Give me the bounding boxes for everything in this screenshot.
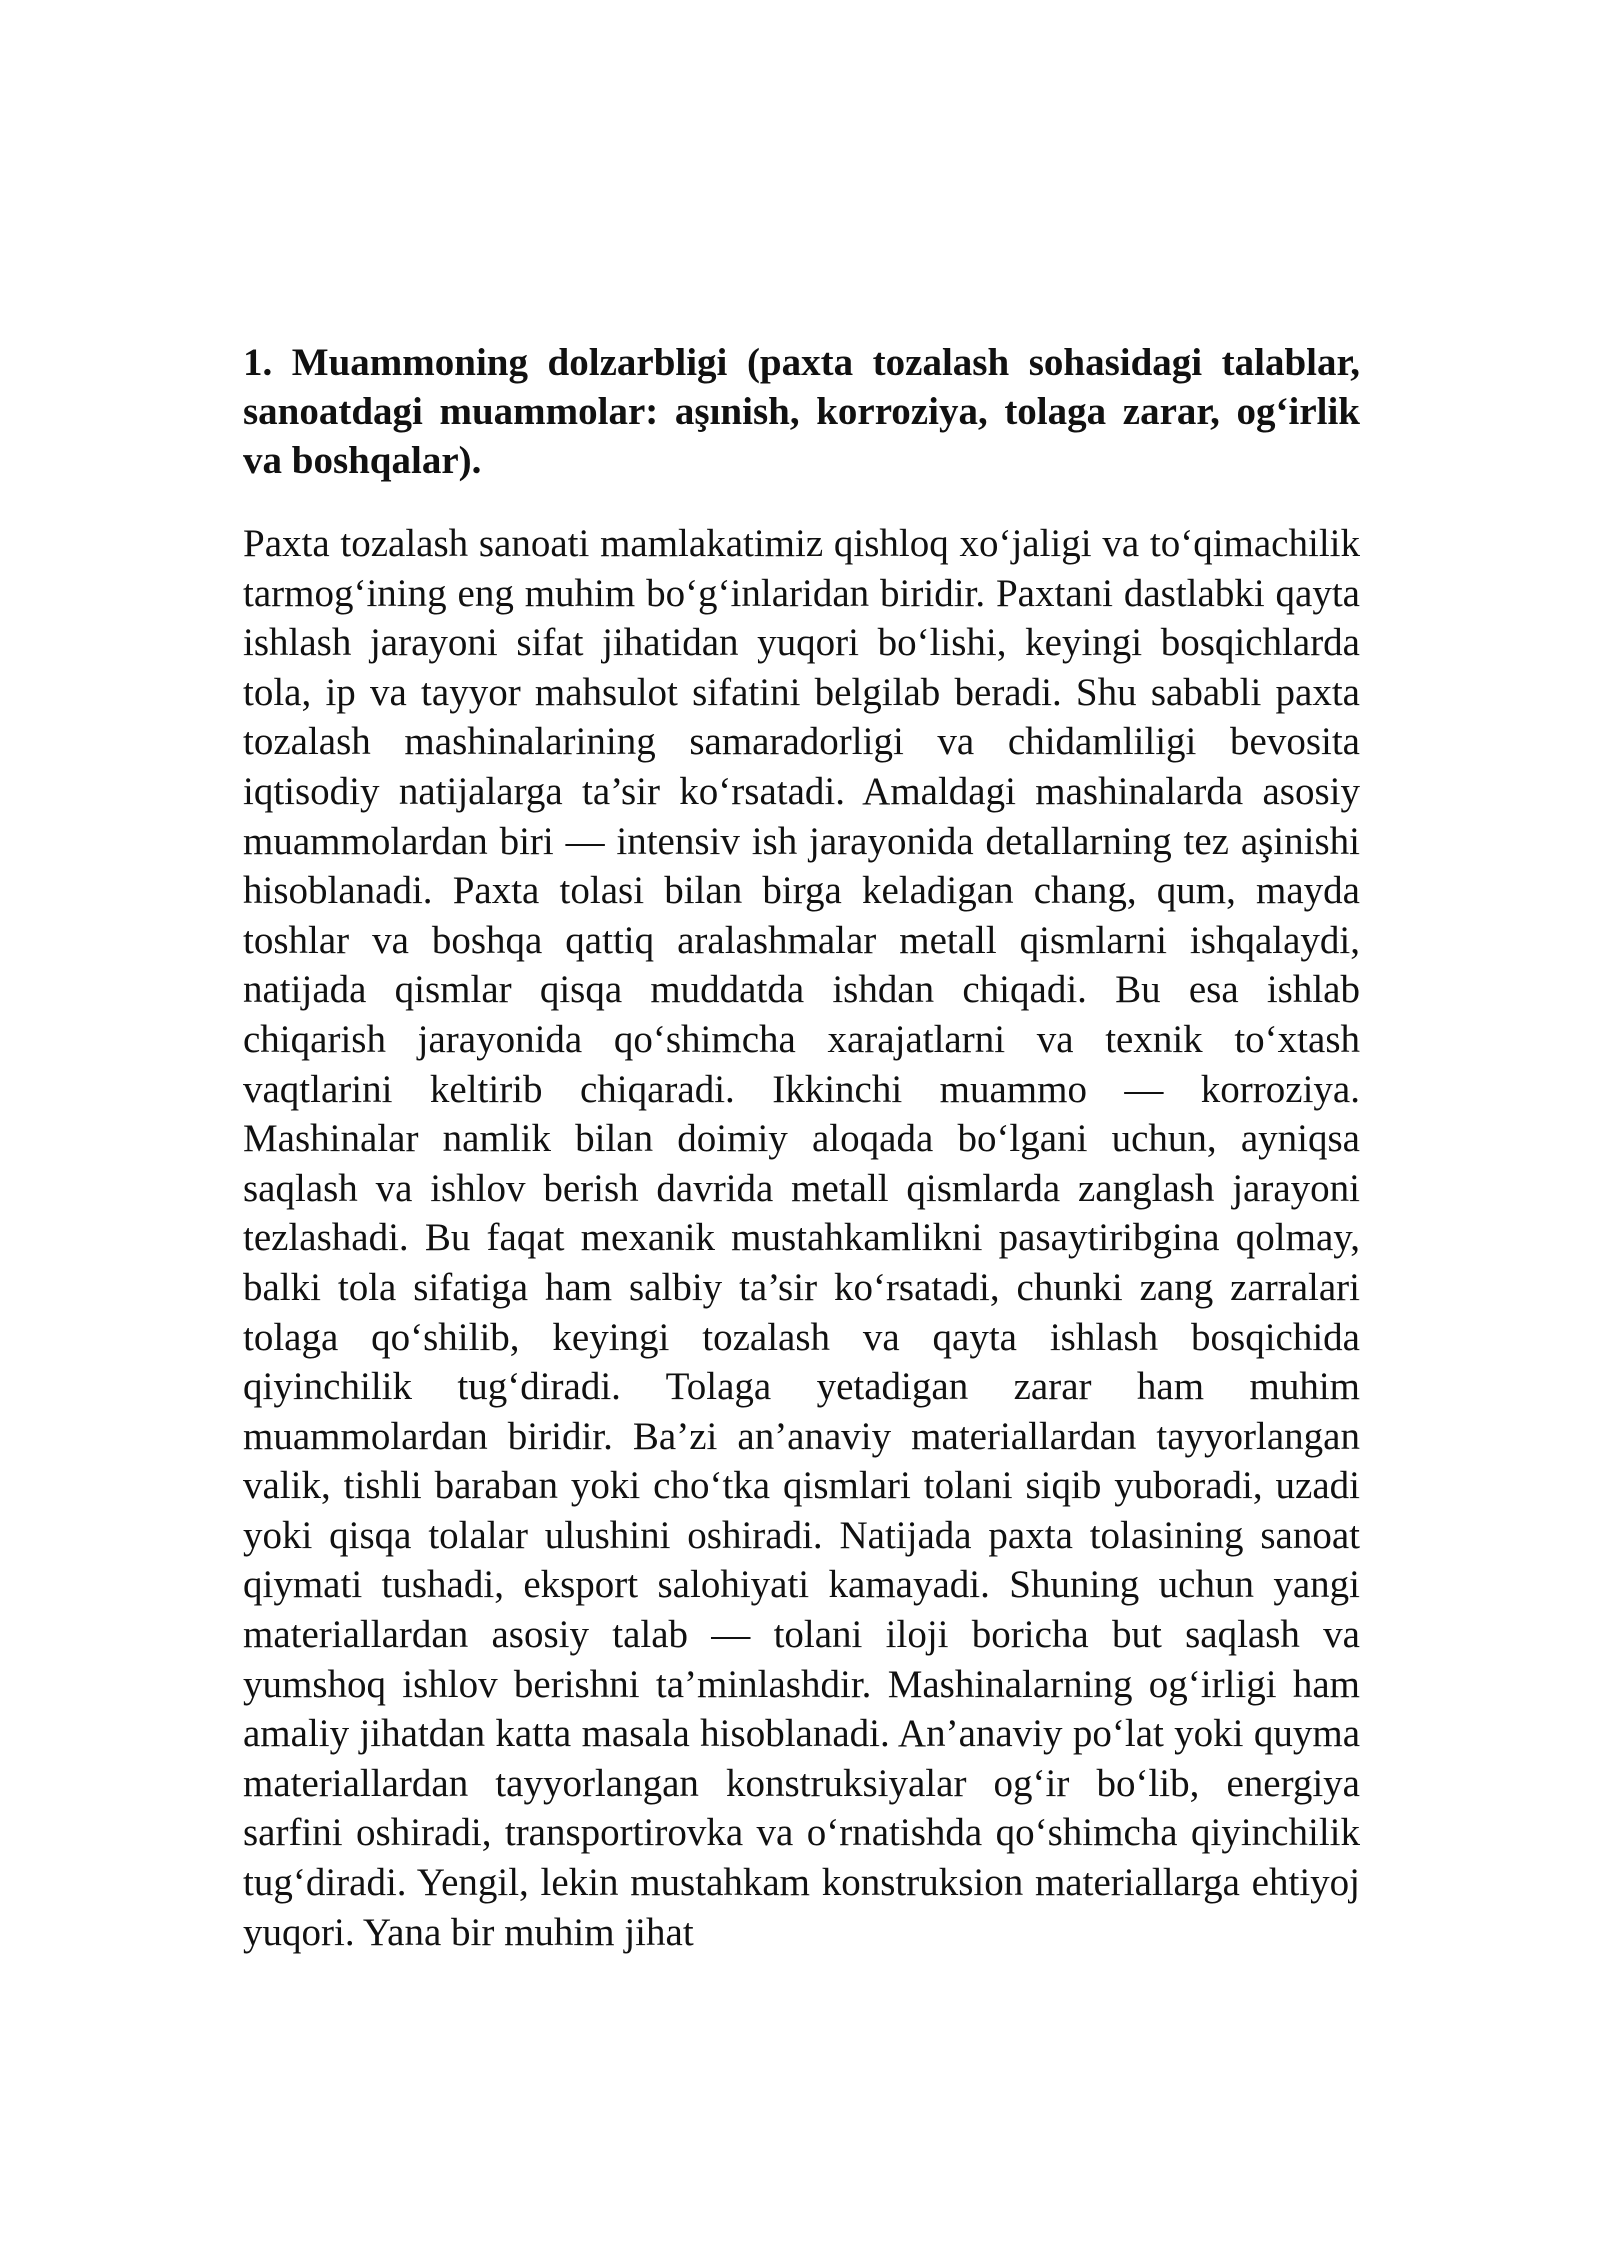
section-heading: 1. Muammoning dolzarbligi (paxta tozalash sohasidagi talablar, sanoatdagi muammolar: aşınish, korroziya, tolaga zarar, og‘irlik va boshqalar). [243, 341, 1360, 482]
document-page [243, 338, 1360, 1957]
body-paragraph: Paxta tozalash sanoati mamlakatimiz qishloq xo‘jaligi va to‘qimachilik tarmog‘ining eng muhim bo‘g‘inlaridan biridir. Paxtani dastlabki qayta ishlash jarayoni sifat jihatidan yuqori bo‘lishi, keyingi bosqichlarda tola, ip va tayyor mahsulot sifatini belgilab beradi. Shu sababli paxta tozalash mashinalarining samaradorligi va chidamliligi bevosita iqtisodiy natijalarga ta’sir ko‘rsatadi. Amaldagi mashinalarda asosiy muammolardan biri — intensiv ish jarayonida detallarning tez aşinishi hisoblanadi. Paxta tolasi bilan birga keladigan chang, qum, mayda toshlar va boshqa qattiq aralashmalar metall qismlarni ishqalaydi, natijada qismlar qisqa muddatda ishdan chiqadi. Bu esa ishlab chiqarish jarayonida qo‘shimcha xarajatlarni va texnik to‘xtash vaqtlarini keltirib chiqaradi. Ikkinchi muammo — korroziya. Mashinalar namlik bilan doimiy aloqada bo‘lgani uchun, ayniqsa saqlash va ishlov berish davrida metall qismlarda zanglash jarayoni tezlashadi. Bu faqat mexanik mustahkamlikni pasaytiribgina qolmay, balki tola sifatiga ham salbiy ta’sir ko‘rsatadi, chunki zang zarralari tolaga qo‘shilib, keyingi tozalash va qayta ishlash bosqichida qiyinchilik tug‘diradi. Tolaga yetadigan zarar ham muhim muammolardan biridir. Ba’zi an’anaviy materiallardan tayyorlangan valik, tishli baraban yoki cho‘tka qismlari tolani siqib yuboradi, uzadi yoki qisqa tolalar ulushini oshiradi. Natijada paxta tolasining sanoat qiymati tushadi, eksport salohiyati kamayadi. Shuning uchun yangi materiallardan asosiy talab — tolani iloji boricha but saqlash va yumshoq ishlov berishni ta’minlashdir. Mashinalarning og‘irligi ham amaliy jihatdan katta masala hisoblanadi. An’anaviy po‘lat yoki quyma materiallardan tayyorlangan konstruksiyalar og‘ir bo‘lib, energiya sarfini oshiradi, transportirovka va o‘rnatishda qo‘shimcha qiyinchilik tug‘diradi. Yengil, lekin mustahkam konstruksion materiallarga ehtiyoj yuqori. Yana bir muhim jihat [243, 522, 1360, 1954]
